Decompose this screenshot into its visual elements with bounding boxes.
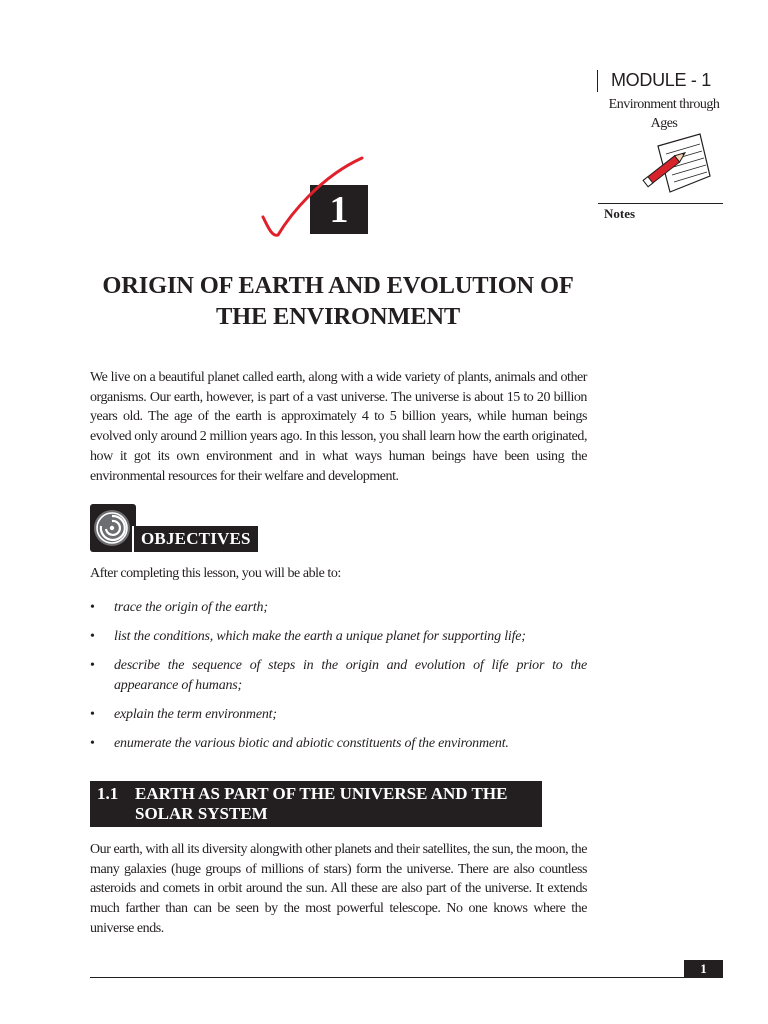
chapter-number: 1 bbox=[310, 185, 368, 234]
module-subtitle: Environment through Ages bbox=[608, 97, 720, 131]
red-checkmark-icon bbox=[258, 155, 368, 241]
bullet-icon: • bbox=[90, 658, 95, 673]
footer-divider bbox=[90, 977, 723, 978]
objectives-list bbox=[90, 598, 587, 763]
section-title: EARTH AS PART OF THE UNIVERSE AND THE SOLAR SYSTEM bbox=[135, 784, 508, 823]
notes-label: Notes bbox=[604, 206, 636, 221]
list-item: • enumerate the various biotic and abiotic constituents of the environment. bbox=[90, 734, 587, 754]
intro-paragraph: We live on a beautiful planet called earth, along with a wide variety of plants, animals and other organisms. Our earth, however, is part of a vast universe. The universe is about 15 to 20 billion years old. The age of the earth is approximately 4 to 5 billion years, while human beings evolved only around 2 million years ago. In this lesson, you shall learn how the earth originated, how it got its own environment and in what ways human beings have been using the environmental resources for their welfare and development. bbox=[90, 370, 587, 484]
module-title: MODULE - 1 bbox=[610, 70, 712, 90]
list-item: • list the conditions, which make the earth a unique planet for supporting life; bbox=[90, 627, 587, 647]
objectives-lead: After completing this lesson, you will be able to: bbox=[90, 566, 341, 581]
bullet-icon: • bbox=[90, 600, 95, 615]
list-item: • explain the term environment; bbox=[90, 705, 587, 725]
section-number: 1.1 bbox=[97, 784, 119, 803]
pencil-paper-icon bbox=[640, 132, 712, 200]
bullet-icon: • bbox=[90, 735, 95, 751]
objectives-heading: OBJECTIVES bbox=[132, 526, 258, 552]
target-spiral-icon bbox=[90, 504, 136, 552]
bullet-icon: • bbox=[90, 629, 95, 644]
bullet-icon: • bbox=[90, 706, 95, 722]
notes-divider bbox=[598, 203, 723, 204]
list-item: • describe the sequence of steps in the origin and evolution of life prior to the appearance of humans; bbox=[90, 658, 587, 693]
list-item: • trace the origin of the earth; bbox=[90, 598, 587, 618]
chapter-title: ORIGIN OF EARTH AND EVOLUTION OF THE ENVIRONMENT bbox=[102, 272, 574, 330]
module-divider bbox=[597, 70, 598, 92]
section-heading bbox=[90, 781, 542, 827]
page-number: 1 bbox=[684, 960, 723, 977]
section-paragraph: Our earth, with all its diversity alongwith other planets and their satellites, the sun, the moon, the many galaxies (huge groups of millions of stars) form the universe. There are also countless asteroids and comets in orbit around the sun. All these are also part of the universe. It extends much farther than can be seen by the most powerful telescope. No one knows where the universe ends. bbox=[90, 842, 587, 936]
